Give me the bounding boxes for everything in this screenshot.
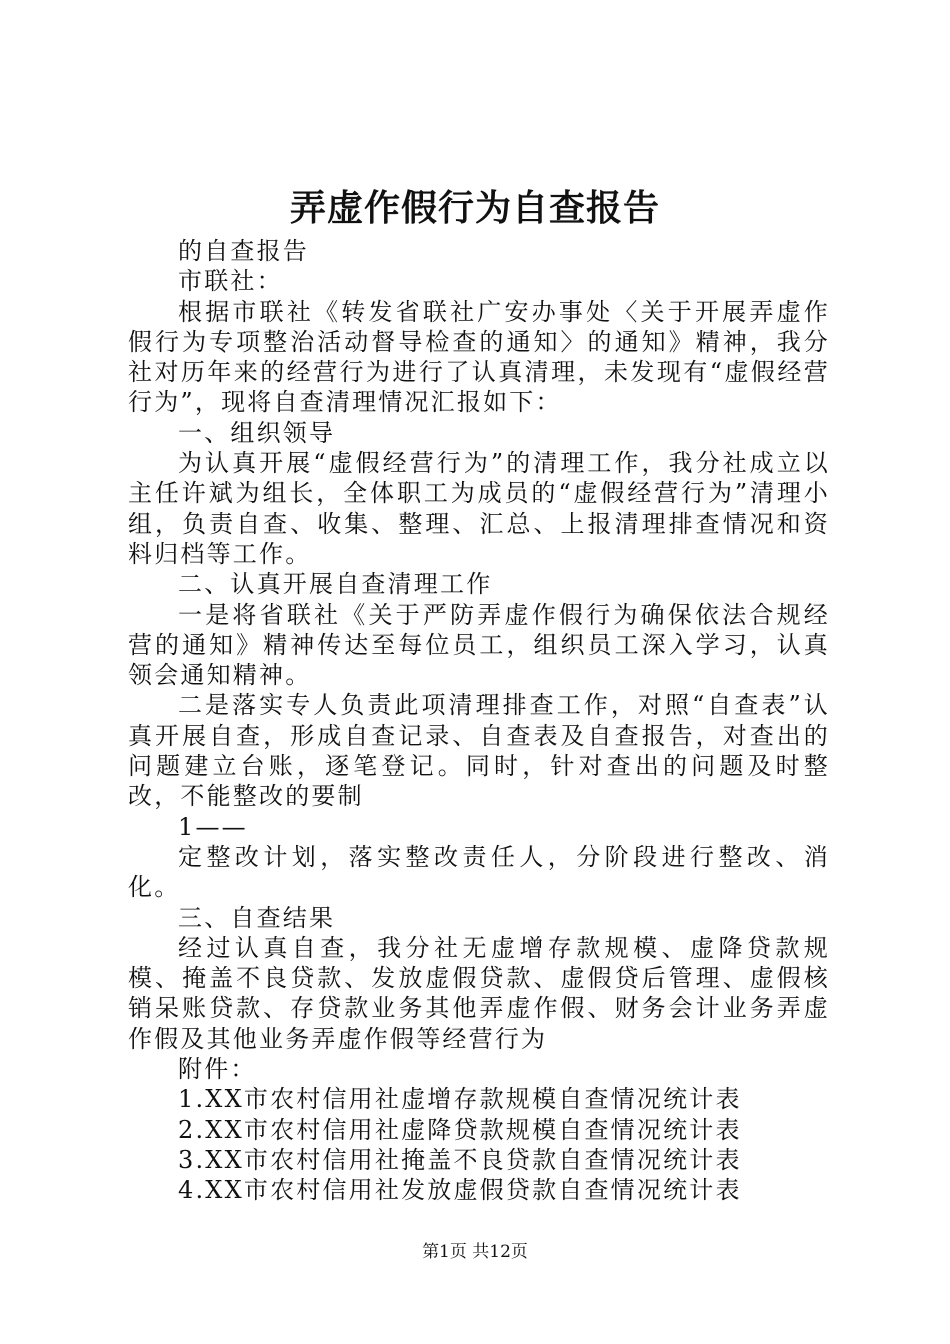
- attachment-item: 4.XX市农村信用社发放虚假贷款自查情况统计表: [178, 1176, 742, 1205]
- attachment-item: 1.XX市农村信用社虚增存款规模自查情况统计表: [178, 1085, 742, 1114]
- paragraph-page-marker: 1——: [178, 812, 248, 841]
- page-footer: 第1页 共12页: [422, 1242, 528, 1262]
- paragraph-point-one: 一是将省联社《关于严防弄虚作假行为确保依法合规经营的通知》精神传达至每位员工，组织员工深入学习，认真领会通知精神。: [128, 600, 830, 690]
- section-heading-results: 三、自查结果: [178, 903, 336, 932]
- paragraph-intro: 根据市联社《转发省联社广安办事处〈关于开展弄虚作假行为专项整治活动督导检查的通知〉的通知》精神，我分社对历年来的经营行为进行了认真清理，未发现有“虚假经营行为”，现将自查清理情况汇报如下：: [128, 297, 830, 417]
- paragraph-attachments-label: 附件：: [178, 1055, 257, 1084]
- paragraph-results: 经过认真自查，我分社无虚增存款规模、虚降贷款规模、掩盖不良贷款、发放虚假贷款、虚假贷后管理、虚假核销呆账贷款、存贷款业务其他弄虚作假、财务会计业务弄虚作假及其他业务弄虚作假等经营行为: [128, 933, 830, 1053]
- paragraph-organization: 为认真开展“虚假经营行为”的清理工作，我分社成立以主任许斌为组长，全体职工为成员的“虚假经营行为”清理小组，负责自查、收集、整理、汇总、上报清理排查情况和资料归档等工作。: [128, 449, 830, 568]
- section-heading-organization: 一、组织领导: [178, 418, 336, 447]
- section-heading-self-check-work: 二、认真开展自查清理工作: [178, 570, 493, 599]
- paragraph-point-two: 二是落实专人负责此项清理排查工作，对照“自查表”认真开展自查，形成自查记录、自查表及自查报告，对查出的问题建立台账，逐笔登记。同时，针对查出的问题及时整改，不能整改的要制: [128, 691, 830, 811]
- paragraph-addressee: 市联社：: [178, 267, 283, 296]
- attachment-item: 3.XX市农村信用社掩盖不良贷款自查情况统计表: [178, 1145, 742, 1174]
- attachment-item: 2.XX市农村信用社虚降贷款规模自查情况统计表: [178, 1115, 742, 1144]
- document-body: [128, 236, 830, 1206]
- paragraph-point-two-continued: 定整改计划，落实整改责任人，分阶段进行整改、消化。: [128, 842, 830, 902]
- paragraph-subtitle: 的自查报告: [178, 237, 309, 265]
- document-title: 弄虚作假行为自查报告: [289, 187, 660, 229]
